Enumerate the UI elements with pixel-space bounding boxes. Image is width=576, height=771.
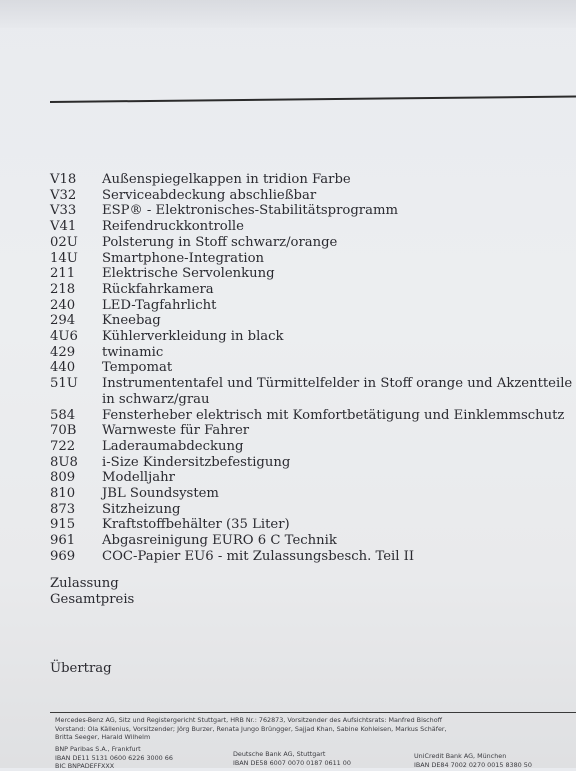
item-code: 14U [50,250,78,266]
footer-bank-1 [55,745,173,771]
item-description: Tempomat [102,360,173,376]
list-item [50,282,576,298]
item-code: 873 [50,501,76,517]
item-code: 51U [50,376,78,392]
bank-3-iban: IBAN DE84 7002 0270 0015 8380 50 [414,760,532,769]
list-item [50,470,576,486]
bank-1-bic: BIC BNPADEFFXXX [55,762,115,771]
equipment-list [50,172,576,565]
item-code: 4U6 [50,329,78,345]
footer-bank-2 [233,750,351,767]
list-item [50,455,576,471]
list-item [50,376,576,407]
item-code: 70B [50,423,77,439]
list-item [50,549,576,565]
list-item [50,502,576,518]
footer-rule [50,712,576,713]
item-code: 722 [50,438,76,454]
item-code: 440 [50,360,76,376]
item-description: ESP® - Elektronisches-Stabilitätsprogramm [102,203,398,219]
item-code: 294 [50,313,76,329]
list-item [50,486,576,502]
list-item [50,345,576,361]
item-code: V33 [50,203,77,219]
list-item [50,313,576,329]
item-code: 429 [50,344,76,360]
item-description: Polsterung in Stoff schwarz/orange [102,234,338,250]
item-code: 810 [50,486,76,502]
list-item [50,298,576,314]
item-description: Außenspiegelkappen in tridion Farbe [102,172,351,187]
item-code: 02U [50,234,78,250]
item-description: JBL Soundsystem [102,486,219,502]
list-item [50,188,576,204]
item-description: Serviceabdeckung abschließbar [102,187,317,203]
list-item [50,439,576,455]
item-description: LED-Tagfahrlicht [102,297,217,313]
bank-1-iban: IBAN DE11 5131 0600 6226 3000 66 [55,753,173,762]
list-item [50,517,576,533]
footer-line-2: Vorstand: Ola Källenius, Vorsitzender; Jörg Burzer, Renata Jungo Brüngger, Sajjad Khan, Sabine Kohleisen, Markus Schäfer, [55,724,447,733]
list-item [50,266,576,282]
footer-company [55,716,447,742]
item-code: 240 [50,297,76,313]
item-code: 809 [50,470,76,486]
list-item [50,219,576,235]
item-description: Rückfahrkamera [102,281,214,297]
item-description: Kneebag [102,313,161,329]
item-description: Abgasreinigung EURO 6 C Technik [102,533,337,549]
list-item [50,329,576,345]
item-description: Instrumententafel und Türmittelfelder in Stoff orange und Akzentteile in schwarz/grau [102,376,573,407]
bank-3-name: UniCredit Bank AG, München [414,752,507,760]
list-item [50,172,576,188]
uebertrag-label: Übertrag [50,661,112,676]
footer-bank-3 [414,752,532,769]
summary-block [50,576,134,607]
item-description: Laderaumabdeckung [102,438,244,454]
item-description: Kraftstoffbehälter (35 Liter) [102,517,290,533]
item-description: Warnweste für Fahrer [102,423,250,439]
bank-1-name: BNP Paribas S.A., Frankfurt [55,745,141,753]
list-item [50,251,576,267]
item-description: twinamic [102,344,164,360]
item-description: Kühlerverkleidung in black [102,329,284,345]
item-code: 915 [50,517,76,533]
list-item [50,235,576,251]
item-code: 8U8 [50,454,78,470]
item-code: V41 [50,219,77,235]
list-item [50,533,576,549]
item-description: i-Size Kindersitzbefestigung [102,454,291,470]
footer-line-1: Mercedes-Benz AG, Sitz und Registergericht Stuttgart, HRB Nr.: 762873, Vorsitzender des Aufsichtsrats: Manfred Bischoff [55,716,443,724]
zulassung-label: Zulassung [50,576,119,591]
item-code: 961 [50,533,76,549]
list-item [50,203,576,219]
gesamtpreis-label: Gesamtpreis [50,591,135,607]
footer-line-3: Britta Seeger, Harald Wilhelm [55,733,151,742]
item-code: 218 [50,281,76,297]
list-item [50,408,576,424]
item-code: V32 [50,187,77,203]
item-code: 211 [50,266,76,282]
bank-2-iban: IBAN DE58 6007 0070 0187 0611 00 [233,758,351,767]
item-code: V18 [50,172,77,187]
item-description: Fensterheber elektrisch mit Komfortbetätigung und Einklemmschutz [102,407,565,423]
item-description: Elektrische Servolenkung [102,266,275,282]
item-description: Sitzheizung [102,501,181,517]
item-code: 584 [50,407,76,423]
bank-2-name: Deutsche Bank AG, Stuttgart [233,750,326,758]
header-rule [50,95,576,103]
item-code: 969 [50,548,76,564]
page-top-edge [0,0,576,28]
list-item [50,423,576,439]
item-description: Smartphone-Integration [102,250,264,266]
item-description: Reifendruckkontrolle [102,219,244,235]
item-description: Modelljahr [102,470,175,486]
list-item [50,360,576,376]
item-description: COC-Papier EU6 - mit Zulassungsbesch. Teil II [102,548,415,564]
